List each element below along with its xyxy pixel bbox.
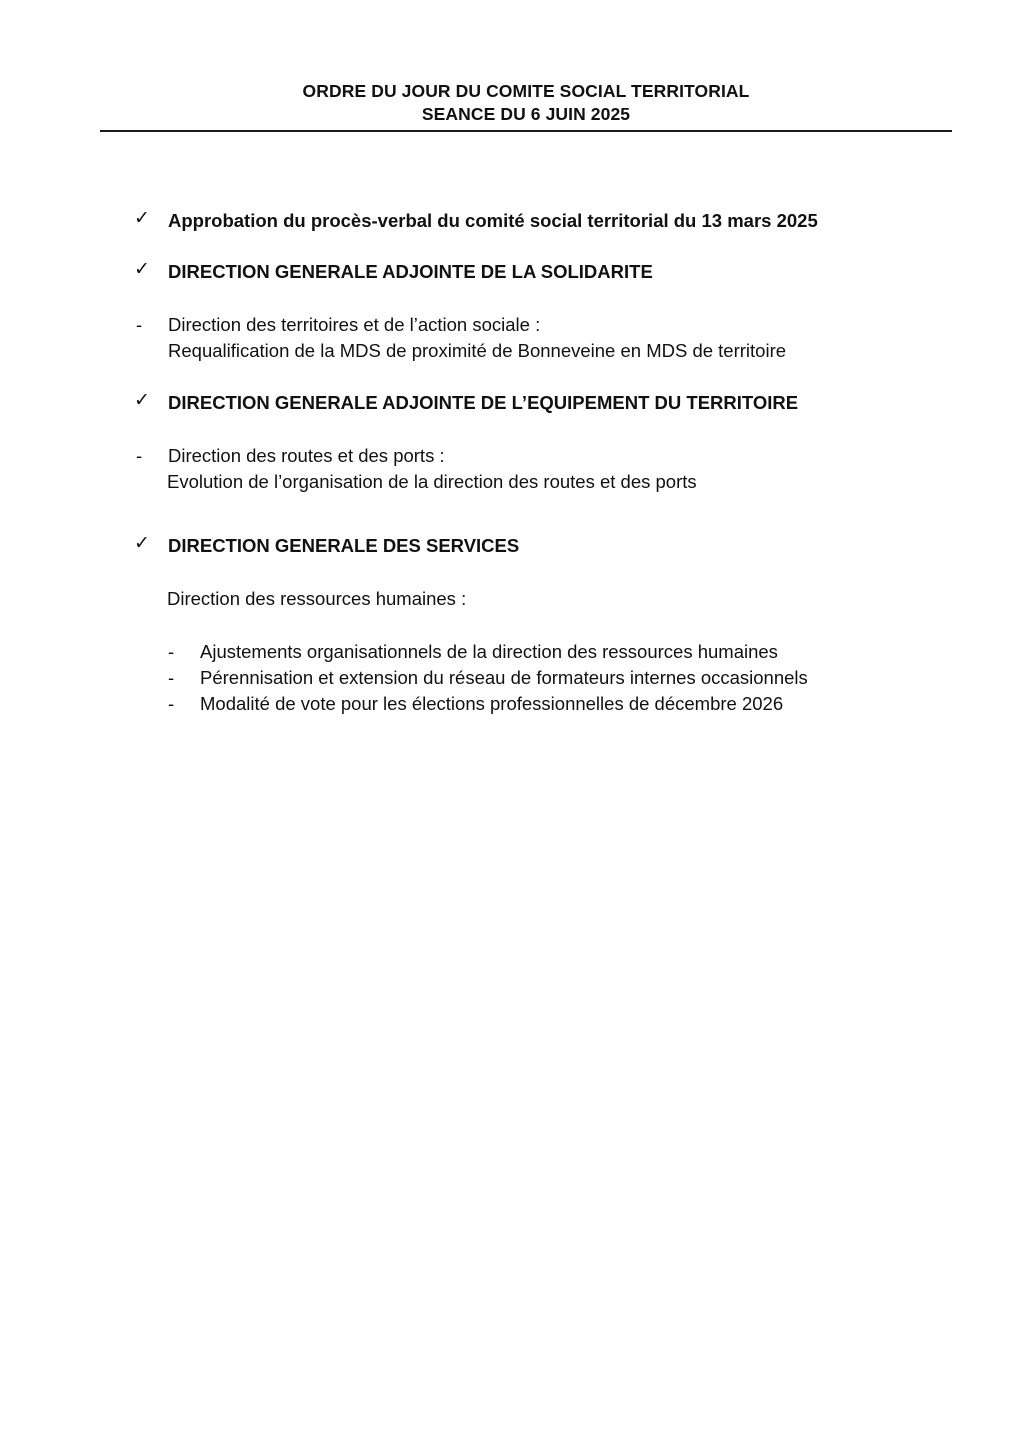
direction-territoires: Direction des territoires et de l’action sociale :: [168, 314, 541, 335]
section-heading-services: DIRECTION GENERALE DES SERVICES: [168, 535, 520, 556]
document-title: ORDRE DU JOUR DU COMITE SOCIAL TERRITORIAL: [302, 81, 750, 101]
checkmark-icon: ✓: [134, 259, 150, 280]
dash-bullet: -: [168, 641, 175, 662]
agenda-item-approval: Approbation du procès-verbal du comité social territorial du 13 mars 2025: [168, 210, 818, 231]
subject-ajustements: Ajustements organisationnels de la direction des ressources humaines: [200, 641, 778, 662]
checkmark-icon: ✓: [134, 533, 150, 554]
subject-perennisation: Pérennisation et extension du réseau de formateurs internes occasionnels: [200, 667, 808, 688]
section-heading-equipement: DIRECTION GENERALE ADJOINTE DE L’EQUIPEMENT DU TERRITOIRE: [168, 392, 799, 413]
dash-bullet: -: [136, 445, 143, 466]
subject-modalite-vote: Modalité de vote pour les élections professionnelles de décembre 2026: [200, 693, 784, 714]
dash-bullet: -: [136, 314, 143, 335]
direction-routes-ports: Direction des routes et des ports :: [168, 445, 445, 466]
subject-requalification: Requalification de la MDS de proximité de Bonneveine en MDS de territoire: [168, 340, 787, 361]
direction-ressources-humaines: Direction des ressources humaines :: [167, 588, 467, 609]
dash-bullet: -: [168, 667, 175, 688]
section-heading-solidarite: DIRECTION GENERALE ADJOINTE DE LA SOLIDARITE: [168, 261, 653, 282]
dash-bullet: -: [168, 693, 175, 714]
header-divider: [100, 130, 952, 132]
session-date: SEANCE DU 6 JUIN 2025: [421, 104, 631, 124]
checkmark-icon: ✓: [134, 208, 150, 229]
checkmark-icon: ✓: [134, 390, 150, 411]
document-header: [100, 80, 952, 126]
subject-evolution: Evolution de l’organisation de la direction des routes et des ports: [167, 471, 697, 492]
